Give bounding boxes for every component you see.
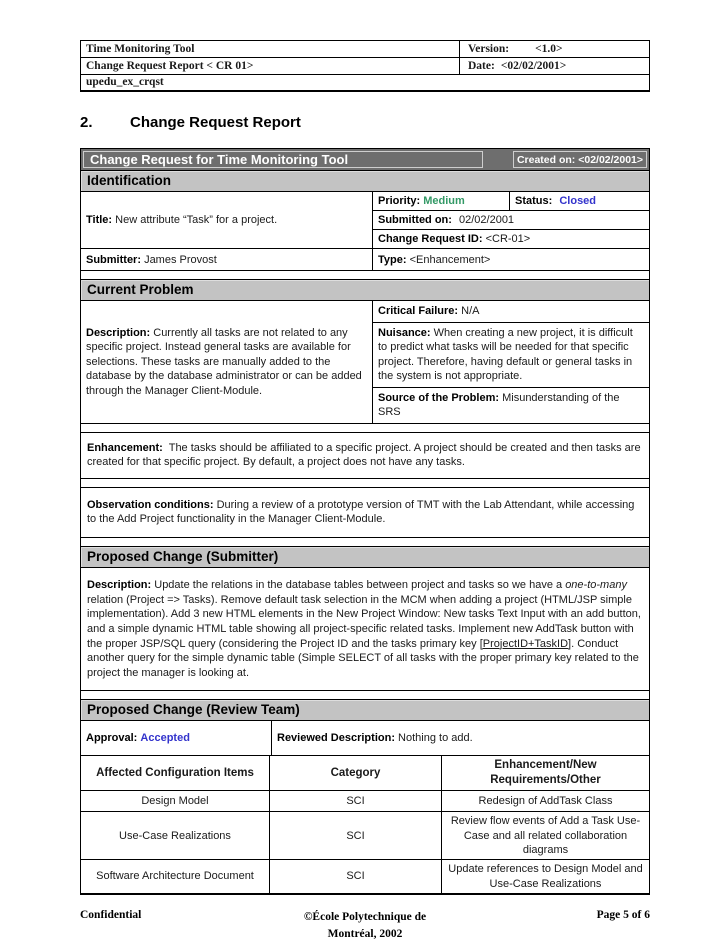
nuisance-field <box>373 323 649 388</box>
current-problem-block <box>80 300 650 424</box>
date-value: <02/02/2001> <box>500 60 567 72</box>
column-header-affected-items: Affected Configuration Items <box>96 766 254 779</box>
source-of-problem-value: Misunderstanding of the SRS <box>378 391 620 419</box>
table-row <box>81 860 649 893</box>
identification-lower <box>81 249 649 270</box>
form-title-bar <box>80 148 650 171</box>
table-row <box>81 791 649 812</box>
submitter-description-part3: . Conduct another query for the simple dynamic table (Simple SELECT of all tasks with the proper primary key related to the project the manager is looking at. <box>87 637 639 679</box>
identification-right-column <box>372 192 649 248</box>
file-id: upedu_ex_crqst <box>86 76 164 88</box>
version-cell <box>459 41 649 57</box>
section-banner-proposed-submitter: Proposed Change (Submitter) <box>80 546 650 568</box>
copyright-line-2: Montréal, 2002 <box>327 927 403 940</box>
observation-conditions-field <box>80 487 650 538</box>
submitter-description-label: Description: <box>87 579 152 592</box>
change-request-form <box>80 148 650 895</box>
type-field <box>372 249 649 270</box>
observation-conditions-label: Observation conditions: <box>87 498 214 511</box>
enhancement-label: Enhancement: <box>87 441 163 454</box>
affected-items-table <box>80 755 650 894</box>
type-label: Type: <box>378 253 407 266</box>
source-of-problem-field <box>373 388 649 423</box>
title-label: Title: <box>86 213 113 226</box>
copyright <box>250 909 480 942</box>
reviewed-description-field <box>271 721 649 755</box>
column-header-category: Category <box>269 756 441 790</box>
observation-conditions-value: During a review of a prototype version of TMT with the Lab Attendant, while accessing to the Add Project functionality in the Manager Client-Module. <box>87 498 635 526</box>
change-request-id-field <box>373 230 649 248</box>
doc-header-table <box>80 40 650 92</box>
type-value: <Enhancement> <box>409 253 491 266</box>
change-request-id-value: <CR-01> <box>485 233 531 245</box>
section-banner-current-problem: Current Problem <box>80 279 650 301</box>
table-cell-category: SCI <box>269 791 441 811</box>
reviewed-description-label: Reviewed Description: <box>277 732 395 745</box>
critical-failure-label: Critical Failure: <box>378 305 459 317</box>
table-row <box>81 812 649 860</box>
table-cell-detail: Review flow events of Add a Task Use-Case and all related collaboration diagrams <box>441 812 649 859</box>
form-title: Change Request for Time Monitoring Tool <box>83 151 483 168</box>
column-header-enhancement: Enhancement/New Requirements/Other <box>441 756 649 790</box>
table-cell-category: SCI <box>269 812 441 859</box>
submitted-on-value: 02/02/2001 <box>459 214 515 226</box>
table-cell-item: Design Model <box>141 795 209 808</box>
submitter-field <box>81 249 372 270</box>
doc-header-row-3 <box>81 75 649 90</box>
submitter-description-underlined-key: [ProjectID+TaskID] <box>479 637 572 650</box>
problem-description-label: Description: <box>86 326 151 339</box>
change-request-id-label: Change Request ID: <box>378 233 483 245</box>
submitted-on-field <box>373 211 649 230</box>
version-label: Version: <box>468 43 510 55</box>
doc-header-row-2 <box>81 58 649 75</box>
approval-field <box>81 721 271 755</box>
priority-field <box>373 192 509 210</box>
table-cell-item: Software Architecture Document <box>96 870 254 883</box>
report-title: Change Request Report < CR 01> <box>86 60 254 72</box>
table-cell-item: Use-Case Realizations <box>119 829 231 842</box>
product-name: Time Monitoring Tool <box>86 43 195 55</box>
current-problem-right-column <box>372 301 649 423</box>
identification-block <box>80 191 650 271</box>
table-cell-detail: Redesign of AddTask Class <box>441 791 649 811</box>
status-value: Closed <box>559 195 597 207</box>
status-label: Status: <box>515 195 553 207</box>
section-banner-identification: Identification <box>80 170 650 192</box>
critical-failure-value: N/A <box>461 305 480 317</box>
problem-description-field <box>81 301 372 423</box>
created-on-value: <02/02/2001> <box>578 153 644 166</box>
nuisance-label: Nuisance: <box>378 326 431 339</box>
table-cell-category: SCI <box>269 860 441 893</box>
section-heading <box>80 114 650 131</box>
page-number: Page 5 of 6 <box>596 908 650 921</box>
table-cell-detail: Update references to Design Model and Use-Case Realizations <box>441 860 649 893</box>
page-footer <box>80 909 650 942</box>
enhancement-field <box>80 432 650 479</box>
reviewed-description-value: Nothing to add. <box>398 732 473 745</box>
copyright-line-1: ©École Polytechnique de <box>303 910 427 923</box>
submitted-on-label: Submitted on: <box>378 214 452 226</box>
submitter-description-field <box>80 567 650 691</box>
confidential-label: Confidential <box>80 908 142 921</box>
identification-upper <box>81 192 649 249</box>
submitter-description-italic: one-to-many <box>565 579 627 592</box>
title-value: New attribute “Task” for a project. <box>115 213 278 226</box>
doc-header-row-1 <box>81 41 649 58</box>
document-page <box>80 40 650 942</box>
section-number: 2. <box>80 114 93 131</box>
submitter-description-part1: Update the relations in the database tables between project and tasks so we have a <box>154 579 566 592</box>
critical-failure-field <box>373 301 649 323</box>
approval-label: Approval: <box>86 732 138 745</box>
created-on-badge <box>513 151 647 168</box>
version-value: <1.0> <box>535 43 563 55</box>
table-header-row <box>81 756 649 791</box>
date-cell <box>459 58 649 74</box>
priority-label: Priority: <box>378 195 421 207</box>
priority-status-row <box>373 192 649 211</box>
section-banner-proposed-review: Proposed Change (Review Team) <box>80 699 650 721</box>
approval-value: Accepted <box>140 732 190 745</box>
source-of-problem-label: Source of the Problem: <box>378 391 500 404</box>
nuisance-value: When creating a new project, it is difficult to predict what tasks will be needed for that specific project. Therefore, having default or general tasks in the system is not appropriate. <box>378 326 633 383</box>
submitter-description-part2: relation (Project => Tasks). Remove default task selection in the MCM when adding a project (HTML/JSP simple implementation). Add 3 new HTML elements in the New Project Window: New tasks Text Input with an add button, and a simple dynamic HTML table showing all project-specific related tasks. Implement new AddTask button with the proper JSP/SQL query (considering the Project ID and the tasks primary key <box>87 593 641 650</box>
title-field <box>81 192 372 248</box>
status-field <box>509 192 649 210</box>
enhancement-value: The tasks should be affiliated to a specific project. A project should be created and then tasks are created for that specific project. By default, a project does not have any tasks. <box>87 441 641 469</box>
date-label: Date: <box>468 60 495 72</box>
priority-value: Medium <box>423 195 465 207</box>
submitter-label: Submitter: <box>86 253 141 266</box>
approval-row <box>80 720 650 756</box>
created-on-label: Created on: <box>516 153 576 166</box>
submitter-value: James Provost <box>144 253 217 266</box>
section-title: Change Request Report <box>130 114 301 131</box>
problem-description-value: Currently all tasks are not related to any specific project. Instead general tasks are available for selections. These tasks are manually added to the database by the database administrator or can be added through the Manager Client-Module. <box>86 326 362 397</box>
